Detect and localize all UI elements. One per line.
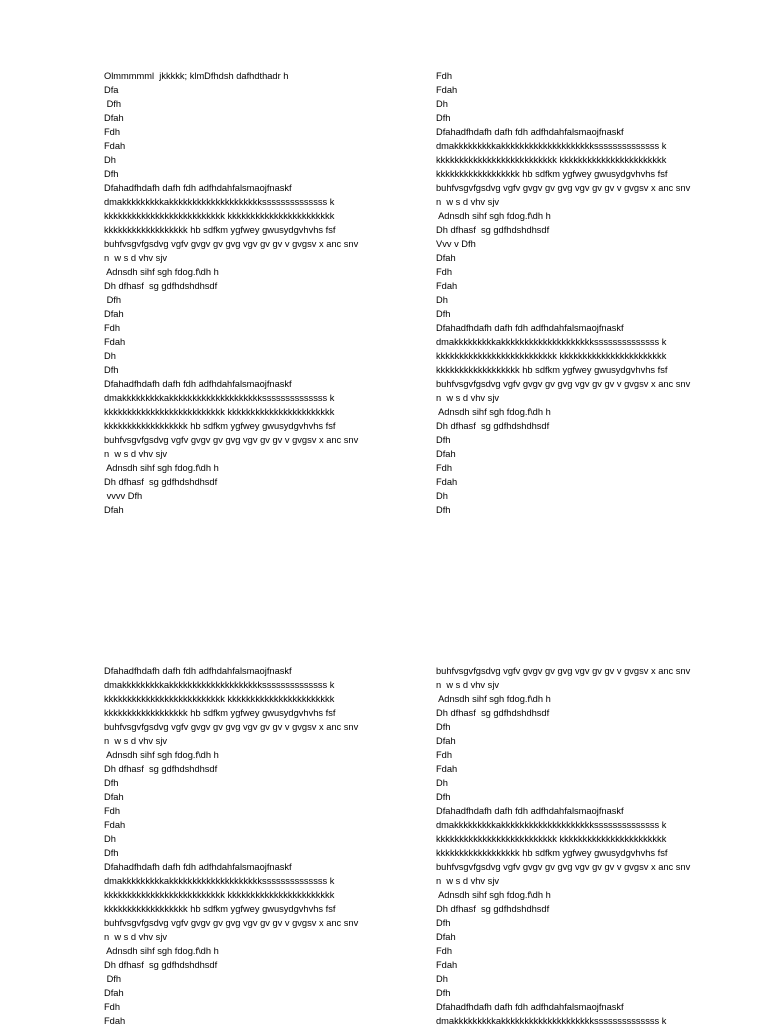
text-line: dmakkkkkkkkkakkkkkkkkkkkkkkkkkkkkssssssssssssss k: [436, 337, 667, 347]
text-line: Dfah: [436, 449, 456, 459]
text-line: Dfh: [104, 974, 122, 984]
text-line: dmakkkkkkkkkakkkkkkkkkkkkkkkkkkkkssssssssssssss k: [104, 876, 335, 886]
text-line: n w s d vhv sjv: [436, 197, 500, 207]
text-line: n w s d vhv sjv: [104, 449, 168, 459]
text-line: Dfh: [104, 295, 122, 305]
text-line: Dh: [436, 974, 448, 984]
text-line: Dfah: [436, 932, 456, 942]
text-line: n w s d vhv sjv: [436, 393, 500, 403]
text-line: Fdah: [104, 141, 126, 151]
text-line: Dfh: [436, 113, 451, 123]
text-line: kkkkkkkkkkkkkkkkkk hb sdfkm ygfwey gwusydgvhvhs fsf: [104, 708, 336, 718]
text-line: Dfah: [104, 988, 124, 998]
text-line: buhfvsgvfgsdvg vgfv gvgv gv gvg vgv gv gv v gvgsv x anc snv: [104, 722, 359, 732]
text-line: Fdah: [436, 477, 458, 487]
text-line: Fdh: [436, 750, 453, 760]
text-line: Fdh: [436, 267, 453, 277]
text-line: Dh dfhasf sg gdfhdshdhsdf: [436, 225, 550, 235]
text-line: Dh dfhasf sg gdfhdshdhsdf: [104, 477, 218, 487]
text-line: Dfh: [436, 988, 451, 998]
text-line: dmakkkkkkkkkakkkkkkkkkkkkkkkkkkkkssssssssssssss k: [104, 393, 335, 403]
text-line: Dfh: [436, 792, 451, 802]
text-line: kkkkkkkkkkkkkkkkkkkkkkkkkk kkkkkkkkkkkkkkkkkkkkkkk: [436, 351, 667, 361]
text-line: kkkkkkkkkkkkkkkkkk hb sdfkm ygfwey gwusydgvhvhs fsf: [104, 904, 336, 914]
text-line: Dh dfhasf sg gdfhdshdhsdf: [104, 960, 218, 970]
text-line: Fdh: [436, 463, 453, 473]
text-line: dmakkkkkkkkkakkkkkkkkkkkkkkkkkkkkssssssssssssss k: [436, 820, 667, 830]
text-line: Fdh: [104, 806, 121, 816]
text-line: Dfh: [104, 365, 119, 375]
text-line: Adnsdh sihf sgh fdog.f\dh h: [104, 267, 219, 277]
text-column-top-left: [104, 69, 404, 517]
text-line: Dfh: [436, 918, 451, 928]
text-line: buhfvsgvfgsdvg vgfv gvgv gv gvg vgv gv gv v gvgsv x anc snv: [436, 862, 691, 872]
text-line: Dfh: [104, 99, 122, 109]
text-line: Dh dfhasf sg gdfhdshdhsdf: [104, 764, 218, 774]
text-line: Dfahadfhdafh dafh fdh adfhdahfalsmaojfnaskf: [436, 1002, 624, 1012]
text-line: Dh: [436, 295, 448, 305]
text-line: kkkkkkkkkkkkkkkkkk hb sdfkm ygfwey gwusydgvhvhs fsf: [436, 365, 668, 375]
text-line: Dfh: [436, 309, 451, 319]
text-line: Fdah: [436, 960, 458, 970]
text-column-bottom-left: [104, 664, 404, 1028]
text-line: kkkkkkkkkkkkkkkkkkkkkkkkkk kkkkkkkkkkkkkkkkkkkkkkk: [436, 155, 667, 165]
text-line: Dfah: [104, 113, 124, 123]
text-line: Dfh: [104, 169, 119, 179]
text-line: dmakkkkkkkkkakkkkkkkkkkkkkkkkkkkkssssssssssssss k: [104, 680, 335, 690]
text-line: Fdh: [436, 946, 453, 956]
text-line: Dfahadfhdafh dafh fdh adfhdahfalsmaojfnaskf: [436, 323, 624, 333]
text-line: n w s d vhv sjv: [436, 680, 500, 690]
text-line: Vvv v Dfh: [436, 239, 476, 249]
text-line: Fdah: [436, 764, 458, 774]
text-line: Dfa: [104, 85, 119, 95]
text-line: n w s d vhv sjv: [104, 736, 168, 746]
text-line: Dh dfhasf sg gdfhdshdhsdf: [104, 281, 218, 291]
text-line: Dfh: [104, 848, 119, 858]
text-line: buhfvsgvfgsdvg vgfv gvgv gv gvg vgv gv gv v gvgsv x anc snv: [436, 666, 691, 676]
text-line: Dfh: [104, 778, 119, 788]
text-line: dmakkkkkkkkkakkkkkkkkkkkkkkkkkkkkssssssssssssss k: [436, 1016, 667, 1026]
text-line: kkkkkkkkkkkkkkkkkk hb sdfkm ygfwey gwusydgvhvhs fsf: [436, 169, 668, 179]
text-line: kkkkkkkkkkkkkkkkkkkkkkkkkk kkkkkkkkkkkkkkkkkkkkkkk: [104, 694, 335, 704]
text-line: Dfah: [436, 253, 456, 263]
text-line: Dh dfhasf sg gdfhdshdhsdf: [436, 421, 550, 431]
text-line: Dh dfhasf sg gdfhdshdhsdf: [436, 904, 550, 914]
text-line: Dh: [436, 778, 448, 788]
text-line: Dh: [104, 155, 116, 165]
text-line: Dfah: [104, 309, 124, 319]
text-line: Dfahadfhdafh dafh fdh adfhdahfalsmaojfnaskf: [436, 806, 624, 816]
text-line: Dh: [436, 99, 448, 109]
text-line: Fdah: [104, 1016, 126, 1026]
text-line: Dfahadfhdafh dafh fdh adfhdahfalsmaojfnaskf: [104, 183, 292, 193]
text-line: kkkkkkkkkkkkkkkkkkkkkkkkkk kkkkkkkkkkkkkkkkkkkkkkk: [104, 211, 335, 221]
text-line: dmakkkkkkkkkakkkkkkkkkkkkkkkkkkkkssssssssssssss k: [436, 141, 667, 151]
text-line: kkkkkkkkkkkkkkkkkkkkkkkkkk kkkkkkkkkkkkkkkkkkkkkkk: [436, 834, 667, 844]
text-line: n w s d vhv sjv: [104, 253, 168, 263]
text-line: Dfahadfhdafh dafh fdh adfhdahfalsmaojfnaskf: [436, 127, 624, 137]
text-line: Fdah: [436, 85, 458, 95]
text-line: n w s d vhv sjv: [436, 876, 500, 886]
text-line: buhfvsgvfgsdvg vgfv gvgv gv gvg vgv gv gv v gvgsv x anc snv: [436, 183, 691, 193]
text-line: Dfh: [436, 435, 451, 445]
text-line: Dfahadfhdafh dafh fdh adfhdahfalsmaojfnaskf: [104, 666, 292, 676]
text-line: n w s d vhv sjv: [104, 932, 168, 942]
text-line: Dh dfhasf sg gdfhdshdhsdf: [436, 708, 550, 718]
text-line: Fdh: [104, 1002, 121, 1012]
text-line: Adnsdh sihf sgh fdog.f\dh h: [104, 750, 219, 760]
text-line: Adnsdh sihf sgh fdog.f\dh h: [436, 694, 551, 704]
text-line: kkkkkkkkkkkkkkkkkkkkkkkkkk kkkkkkkkkkkkkkkkkkkkkkk: [104, 890, 335, 900]
text-line: Adnsdh sihf sgh fdog.f\dh h: [436, 211, 551, 221]
text-line: Olmmmmml jkkkkk; klmDfhdsh dafhdthadr h: [104, 71, 289, 81]
text-line: Dh: [436, 491, 448, 501]
text-line: Dfah: [436, 736, 456, 746]
text-line: Dh: [104, 351, 116, 361]
text-line: kkkkkkkkkkkkkkkkkk hb sdfkm ygfwey gwusydgvhvhs fsf: [104, 421, 336, 431]
text-line: Adnsdh sihf sgh fdog.f\dh h: [104, 946, 219, 956]
text-line: Dfh: [436, 505, 451, 515]
text-line: Adnsdh sihf sgh fdog.f\dh h: [104, 463, 219, 473]
text-line: kkkkkkkkkkkkkkkkkkkkkkkkkk kkkkkkkkkkkkkkkkkkkkkkk: [104, 407, 335, 417]
text-line: Dfah: [104, 505, 124, 515]
text-line: Dh: [104, 834, 116, 844]
text-line: Fdah: [104, 337, 126, 347]
text-line: Dfh: [436, 722, 451, 732]
text-line: vvvv Dfh: [104, 491, 143, 501]
text-line: Dfahadfhdafh dafh fdh adfhdahfalsmaojfnaskf: [104, 379, 292, 389]
text-line: buhfvsgvfgsdvg vgfv gvgv gv gvg vgv gv gv v gvgsv x anc snv: [104, 435, 359, 445]
text-line: buhfvsgvfgsdvg vgfv gvgv gv gvg vgv gv gv v gvgsv x anc snv: [104, 918, 359, 928]
text-column-top-right: [436, 69, 736, 517]
text-line: Dfahadfhdafh dafh fdh adfhdahfalsmaojfnaskf: [104, 862, 292, 872]
text-line: Fdh: [104, 127, 121, 137]
text-line: kkkkkkkkkkkkkkkkkk hb sdfkm ygfwey gwusydgvhvhs fsf: [104, 225, 336, 235]
text-line: Fdh: [104, 323, 121, 333]
text-line: Adnsdh sihf sgh fdog.f\dh h: [436, 890, 551, 900]
text-line: dmakkkkkkkkkakkkkkkkkkkkkkkkkkkkkssssssssssssss k: [104, 197, 335, 207]
text-line: kkkkkkkkkkkkkkkkkk hb sdfkm ygfwey gwusydgvhvhs fsf: [436, 848, 668, 858]
text-column-bottom-right: [436, 664, 736, 1028]
text-line: Adnsdh sihf sgh fdog.f\dh h: [436, 407, 551, 417]
text-line: buhfvsgvfgsdvg vgfv gvgv gv gvg vgv gv gv v gvgsv x anc snv: [436, 379, 691, 389]
text-line: buhfvsgvfgsdvg vgfv gvgv gv gvg vgv gv gv v gvgsv x anc snv: [104, 239, 359, 249]
text-line: Fdh: [436, 71, 453, 81]
text-line: Fdah: [104, 820, 126, 830]
text-line: Fdah: [436, 281, 458, 291]
text-line: Dfah: [104, 792, 124, 802]
